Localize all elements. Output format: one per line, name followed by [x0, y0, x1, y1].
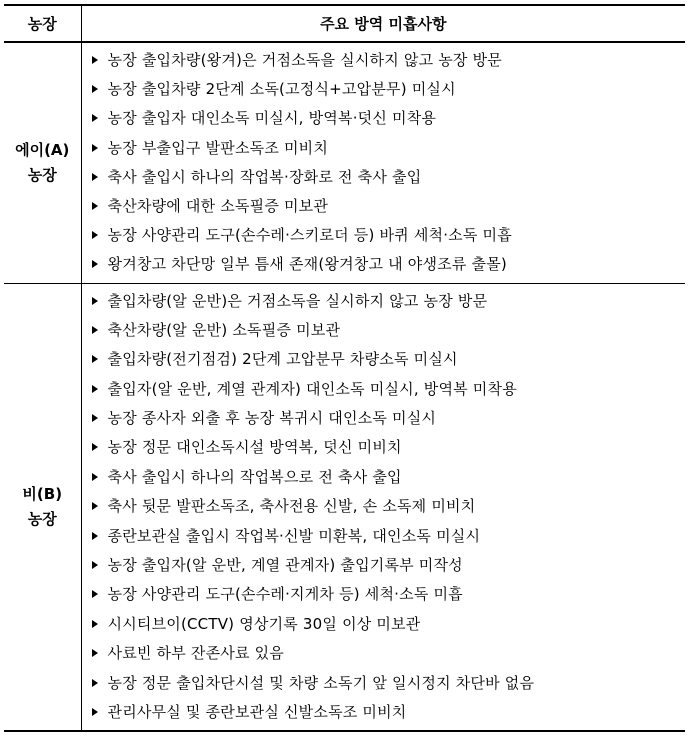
bullet-icon: [92, 85, 98, 93]
bullet-icon: [92, 443, 98, 451]
header-farm: 농장: [4, 5, 81, 42]
list-item: [82, 104, 686, 133]
item-text: 농장 출입차량 2단계 소독(고정식+고압분무) 미실시: [107, 80, 456, 99]
farm-b-name: [4, 283, 81, 731]
item-text: 농장 정문 대인소독시설 방역복, 덧신 미비치: [107, 438, 402, 457]
bullet-icon: [92, 385, 98, 393]
bullet-icon: [92, 561, 98, 569]
list-item: [82, 375, 686, 404]
farm-b-name-line2: 농장: [27, 509, 57, 528]
bullet-icon: [92, 414, 98, 422]
list-item: [82, 75, 686, 104]
farm-a-items-cell: [81, 42, 685, 283]
list-item: [82, 580, 686, 609]
bullet-icon: [92, 202, 98, 210]
item-text: 농장 정문 출입차단시설 및 차량 소독기 앞 일시정지 차단바 없음: [107, 673, 535, 692]
list-item: [82, 163, 686, 192]
bullet-icon: [92, 620, 98, 628]
item-text: 축사 출입시 하나의 작업복으로 전 축사 출입: [107, 467, 402, 486]
bullet-icon: [92, 173, 98, 181]
list-item: [82, 192, 686, 221]
item-text: 축사 출입시 하나의 작업복·장화로 전 축사 출입: [107, 167, 422, 186]
biosecurity-table: [4, 4, 685, 732]
item-text: 농장 종사자 외출 후 농장 복귀시 대인소독 미실시: [107, 409, 437, 428]
item-text: 시시티브이(CCTV) 영상기록 30일 이상 미보관: [107, 614, 421, 633]
list-item: [82, 551, 686, 580]
item-text: 종란보관실 출입시 작업복·신발 미환복, 대인소독 미실시: [107, 526, 481, 545]
item-text: 축산차량(알 운반) 소독필증 미보관: [107, 320, 341, 339]
list-item: [82, 669, 686, 698]
bullet-icon: [92, 679, 98, 687]
list-item: [82, 287, 686, 316]
bullet-icon: [92, 56, 98, 64]
table-header-row: [4, 5, 685, 42]
farm-a-name-line2: 농장: [27, 165, 57, 184]
list-item: [82, 221, 686, 250]
item-text: 왕겨창고 차단망 일부 틈새 존재(왕겨창고 내 야생조류 출몰): [107, 255, 507, 274]
list-item: [82, 46, 686, 75]
item-text: 출입차량(알 운반)은 거점소독을 실시하지 않고 농장 방문: [107, 291, 488, 310]
bullet-icon: [92, 708, 98, 716]
farm-a-items: [82, 43, 686, 283]
farm-b-row: [4, 283, 685, 731]
item-text: 농장 출입자 대인소독 미실시, 방역복·덧신 미착용: [107, 109, 437, 128]
item-text: 농장 출입차량(왕겨)은 거점소독을 실시하지 않고 농장 방문: [107, 51, 502, 69]
list-item: [82, 639, 686, 668]
bullet-icon: [92, 355, 98, 363]
farm-b-name-line1: 비(B): [22, 484, 63, 503]
item-text: 농장 부출입구 발판소독조 미비치: [107, 138, 329, 157]
farm-a-name-line1: 에이(A): [15, 140, 70, 159]
item-text: 축산차량에 대한 소독필증 미보관: [107, 196, 329, 215]
list-item: [82, 134, 686, 163]
farm-a-row: [4, 42, 685, 283]
list-item: [82, 250, 686, 279]
item-text: 사료빈 하부 잔존사료 있음: [107, 644, 284, 663]
farm-b-items-cell: [81, 283, 685, 731]
list-item: [82, 522, 686, 551]
list-item: [82, 698, 686, 727]
list-item: [82, 316, 686, 345]
item-text: 관리사무실 및 종란보관실 신발소독조 미비치: [107, 702, 407, 721]
item-text: 출입차량(전기점검) 2단계 고압분무 차량소독 미실시: [107, 350, 458, 369]
bullet-icon: [92, 532, 98, 540]
bullet-icon: [92, 114, 98, 122]
list-item: [82, 610, 686, 639]
item-text: 농장 사양관리 도구(손수레·지게차 등) 세척·소독 미흡: [107, 585, 463, 604]
bullet-icon: [92, 326, 98, 334]
list-item: [82, 404, 686, 433]
bullet-icon: [92, 502, 98, 510]
item-text: 농장 사양관리 도구(손수레·스키로더 등) 바퀴 세척·소독 미흡: [107, 226, 512, 245]
farm-a-name: [4, 42, 81, 283]
bullet-icon: [92, 297, 98, 305]
list-item: [82, 345, 686, 374]
farm-b-items: [82, 284, 686, 731]
bullet-icon: [92, 473, 98, 481]
bullet-icon: [92, 144, 98, 152]
list-item: [82, 492, 686, 521]
list-item: [82, 433, 686, 462]
item-text: 축사 뒷문 발판소독조, 축사전용 신발, 손 소독제 미비치: [107, 497, 476, 516]
item-text: 농장 출입자(알 운반, 계열 관계자) 출입기록부 미작성: [107, 556, 463, 575]
list-item: [82, 463, 686, 492]
bullet-icon: [92, 590, 98, 598]
header-items: 주요 방역 미흡사항: [81, 5, 685, 42]
bullet-icon: [92, 649, 98, 657]
bullet-icon: [92, 260, 98, 268]
item-text: 출입자(알 운반, 계열 관계자) 대인소독 미실시, 방역복 미착용: [107, 379, 517, 398]
bullet-icon: [92, 231, 98, 239]
